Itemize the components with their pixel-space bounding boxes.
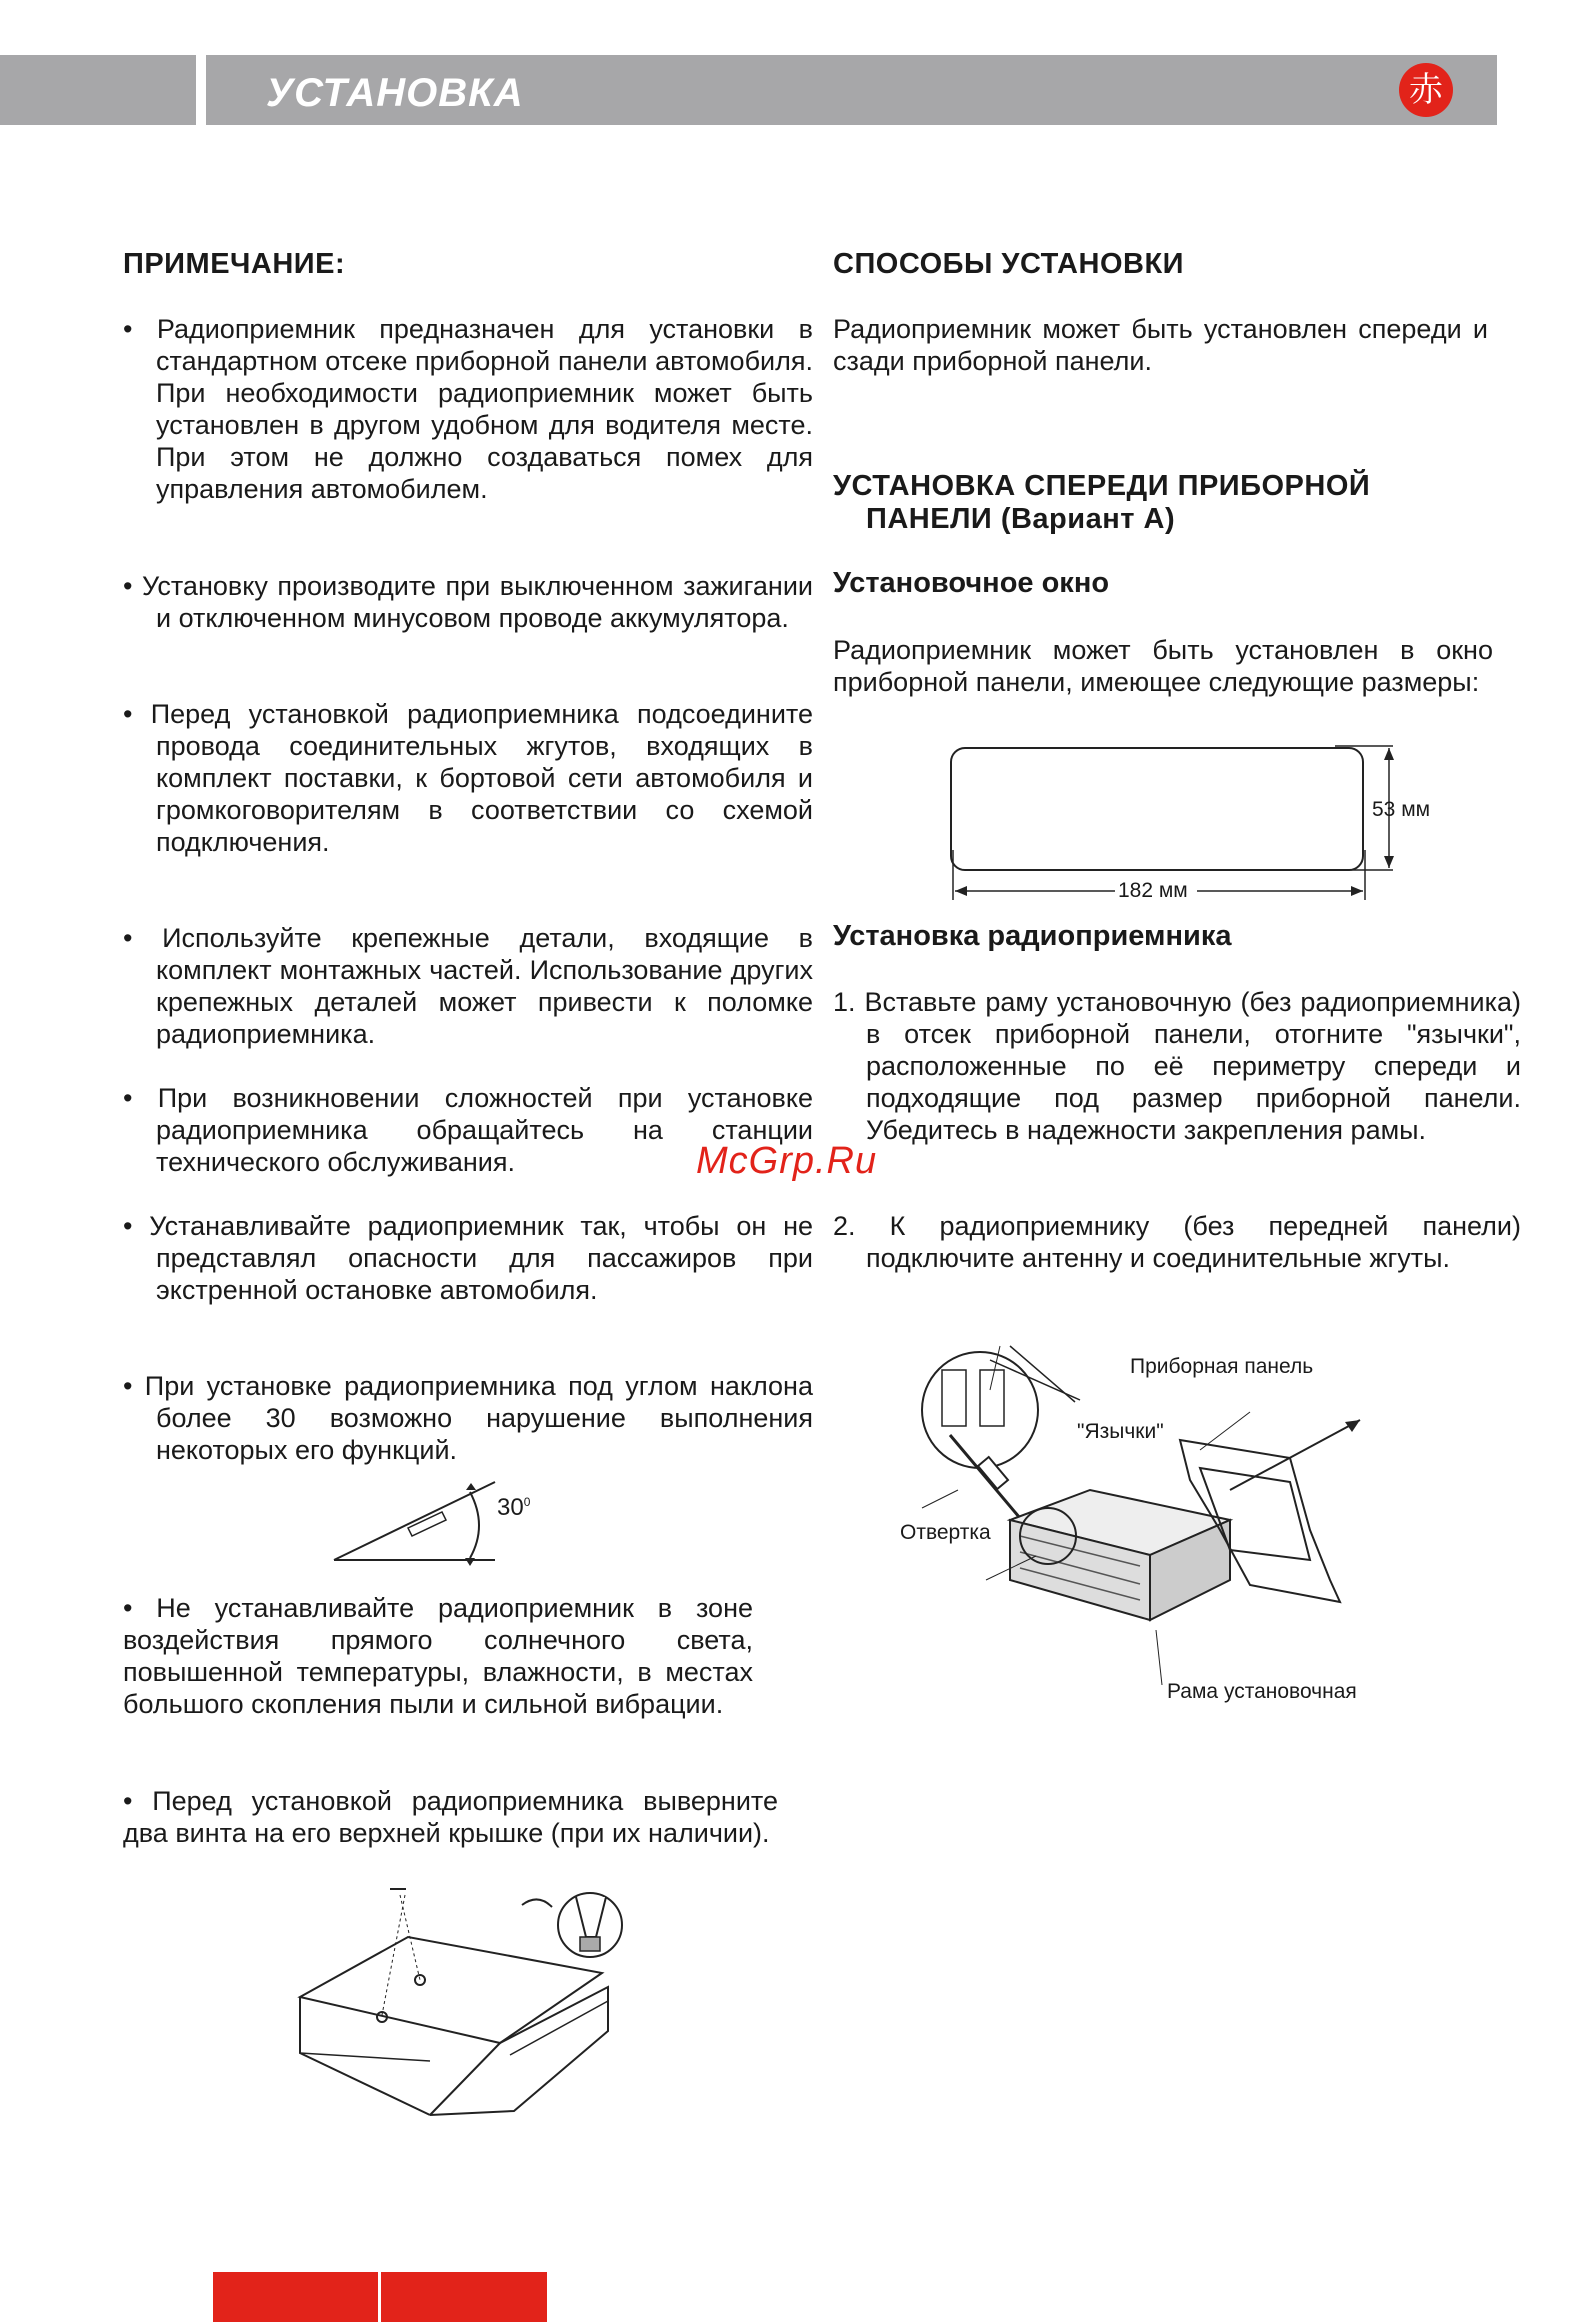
window-text: Радиоприемник может быть установлен в окно приборной панели, имеющее следующие размеры:	[833, 635, 1493, 697]
label-dashboard: Приборная панель	[1130, 1355, 1314, 1378]
angle-arc	[470, 1492, 479, 1558]
tab-detail-1	[942, 1370, 966, 1426]
width-arrow-right	[1351, 886, 1363, 896]
radio-panel-line	[510, 2001, 608, 2055]
dim-width-label: 182 мм	[1118, 879, 1188, 902]
screwdriver-shaft	[950, 1435, 1030, 1530]
note-bullet-7: • При установке радиоприемника под углом наклона более 30 возможно нарушение выполнения некоторых его функций.	[123, 1371, 813, 1465]
window-outline	[951, 748, 1363, 870]
screwdriver-leader	[922, 1490, 958, 1508]
label-tabs: "Язычки"	[1077, 1420, 1164, 1443]
height-arrow-bottom	[1384, 856, 1394, 868]
radio-screws-figure	[290, 1885, 630, 2140]
dashboard-leader	[1200, 1412, 1250, 1450]
note-bullet-1: • Радиоприемник предназначен для установки в стандартном отсеке приборной панели автомобиля. При необходимости радиоприемник может быть установлен в другом удобном для водителя месте. При этом не должно создаваться помех для управления автомобилем.	[123, 314, 813, 504]
note-bullet-screws: • Перед установкой радиоприемника выверните два винта на его верхней крышке (при их наличии).	[123, 1786, 778, 1848]
radio-left-side	[300, 1997, 430, 2115]
frame-leader	[1156, 1630, 1162, 1685]
header-bar	[206, 55, 1497, 125]
tab-detail-2	[980, 1370, 1004, 1426]
note-bullet-5: • При возникновении сложностей при установке радиоприемника обращайтесь на станции технического обслуживания.	[123, 1083, 813, 1177]
page-title: УСТАНОВКА	[266, 71, 524, 115]
width-arrow-left	[955, 886, 967, 896]
height-arrow-top	[1384, 748, 1394, 760]
radio-front-left-edge	[430, 2043, 500, 2115]
footer-block-left	[213, 2272, 378, 2322]
note-bullet-2: • Установку производите при выключенном зажигании и отключенном минусовом проводе аккумулятора.	[123, 571, 813, 633]
install-heading: Установка радиоприемника	[833, 920, 1232, 952]
radio-bottom-edge	[300, 2053, 430, 2061]
radio-top-face	[300, 1937, 602, 2043]
label-frame: Рама установочная	[1167, 1680, 1357, 1703]
watermark: McGrp.Ru	[696, 1140, 878, 1182]
screw-guide-2	[382, 1895, 405, 2015]
install-step-2: 2. К радиоприемнику (без передней панели) подключите антенну и соединительные жгуты.	[833, 1211, 1521, 1273]
install-step-1: 1. Вставьте раму установочную (без радиоприемника) в отсек приборной панели, отогните "язычки", расположенные по её периметру спереди и подходящие под размер приборной панели. Убедитесь в надежности закрепления рамы.	[833, 987, 1521, 1145]
note-heading: ПРИМЕЧАНИЕ:	[123, 248, 346, 280]
window-heading: Установочное окно	[833, 567, 1110, 599]
front-install-heading-line2: ПАНЕЛИ (Вариант А)	[866, 503, 1176, 535]
angle-arrow-top	[466, 1483, 476, 1490]
note-bullet-4: • Используйте крепежные детали, входящие в комплект монтажных частей. Использование других крепежных деталей может привести к поломке радиоприемника.	[123, 923, 813, 1049]
brand-logo-icon: 赤	[1399, 63, 1453, 117]
angle-label: $30^0$	[497, 1494, 531, 1521]
screw-detail-head	[580, 1937, 600, 1951]
angle-arrow-bottom	[465, 1558, 475, 1566]
methods-text: Радиоприемник может быть установлен спереди и сзади приборной панели.	[833, 314, 1488, 376]
note-bullet-3: • Перед установкой радиоприемника подсоедините провода соединительных жгутов, входящих в комплект поставки, к бортовой сети автомобиля и громкоговорителям в соответствии со схемой подключения.	[123, 699, 813, 857]
methods-heading: СПОСОБЫ УСТАНОВКИ	[833, 248, 1184, 280]
note-bullet-sun: • Не устанавливайте радиоприемник в зоне воздействия прямого солнечного света, повышенной температуры, влажности, в местах большого скопления пыли и сильной вибрации.	[123, 1593, 753, 1719]
screwdriver-detail-icon	[576, 1897, 606, 1937]
note-bullet-6: • Устанавливайте радиоприемник так, чтобы он не представлял опасности для пассажиров при экстренной остановке автомобиля.	[123, 1211, 813, 1305]
dim-height-label: 53 мм	[1372, 798, 1431, 821]
front-install-heading-line1: УСТАНОВКА СПЕРЕДИ ПРИБОРНОЙ	[833, 470, 1371, 502]
frame-install-diagram	[900, 1340, 1360, 1670]
label-screwdriver: Отвертка	[900, 1521, 991, 1544]
radio-front-right	[430, 1987, 608, 2115]
footer-block-right	[381, 2272, 547, 2322]
hand-icon	[522, 1899, 552, 1907]
header-bar-left	[0, 55, 196, 125]
